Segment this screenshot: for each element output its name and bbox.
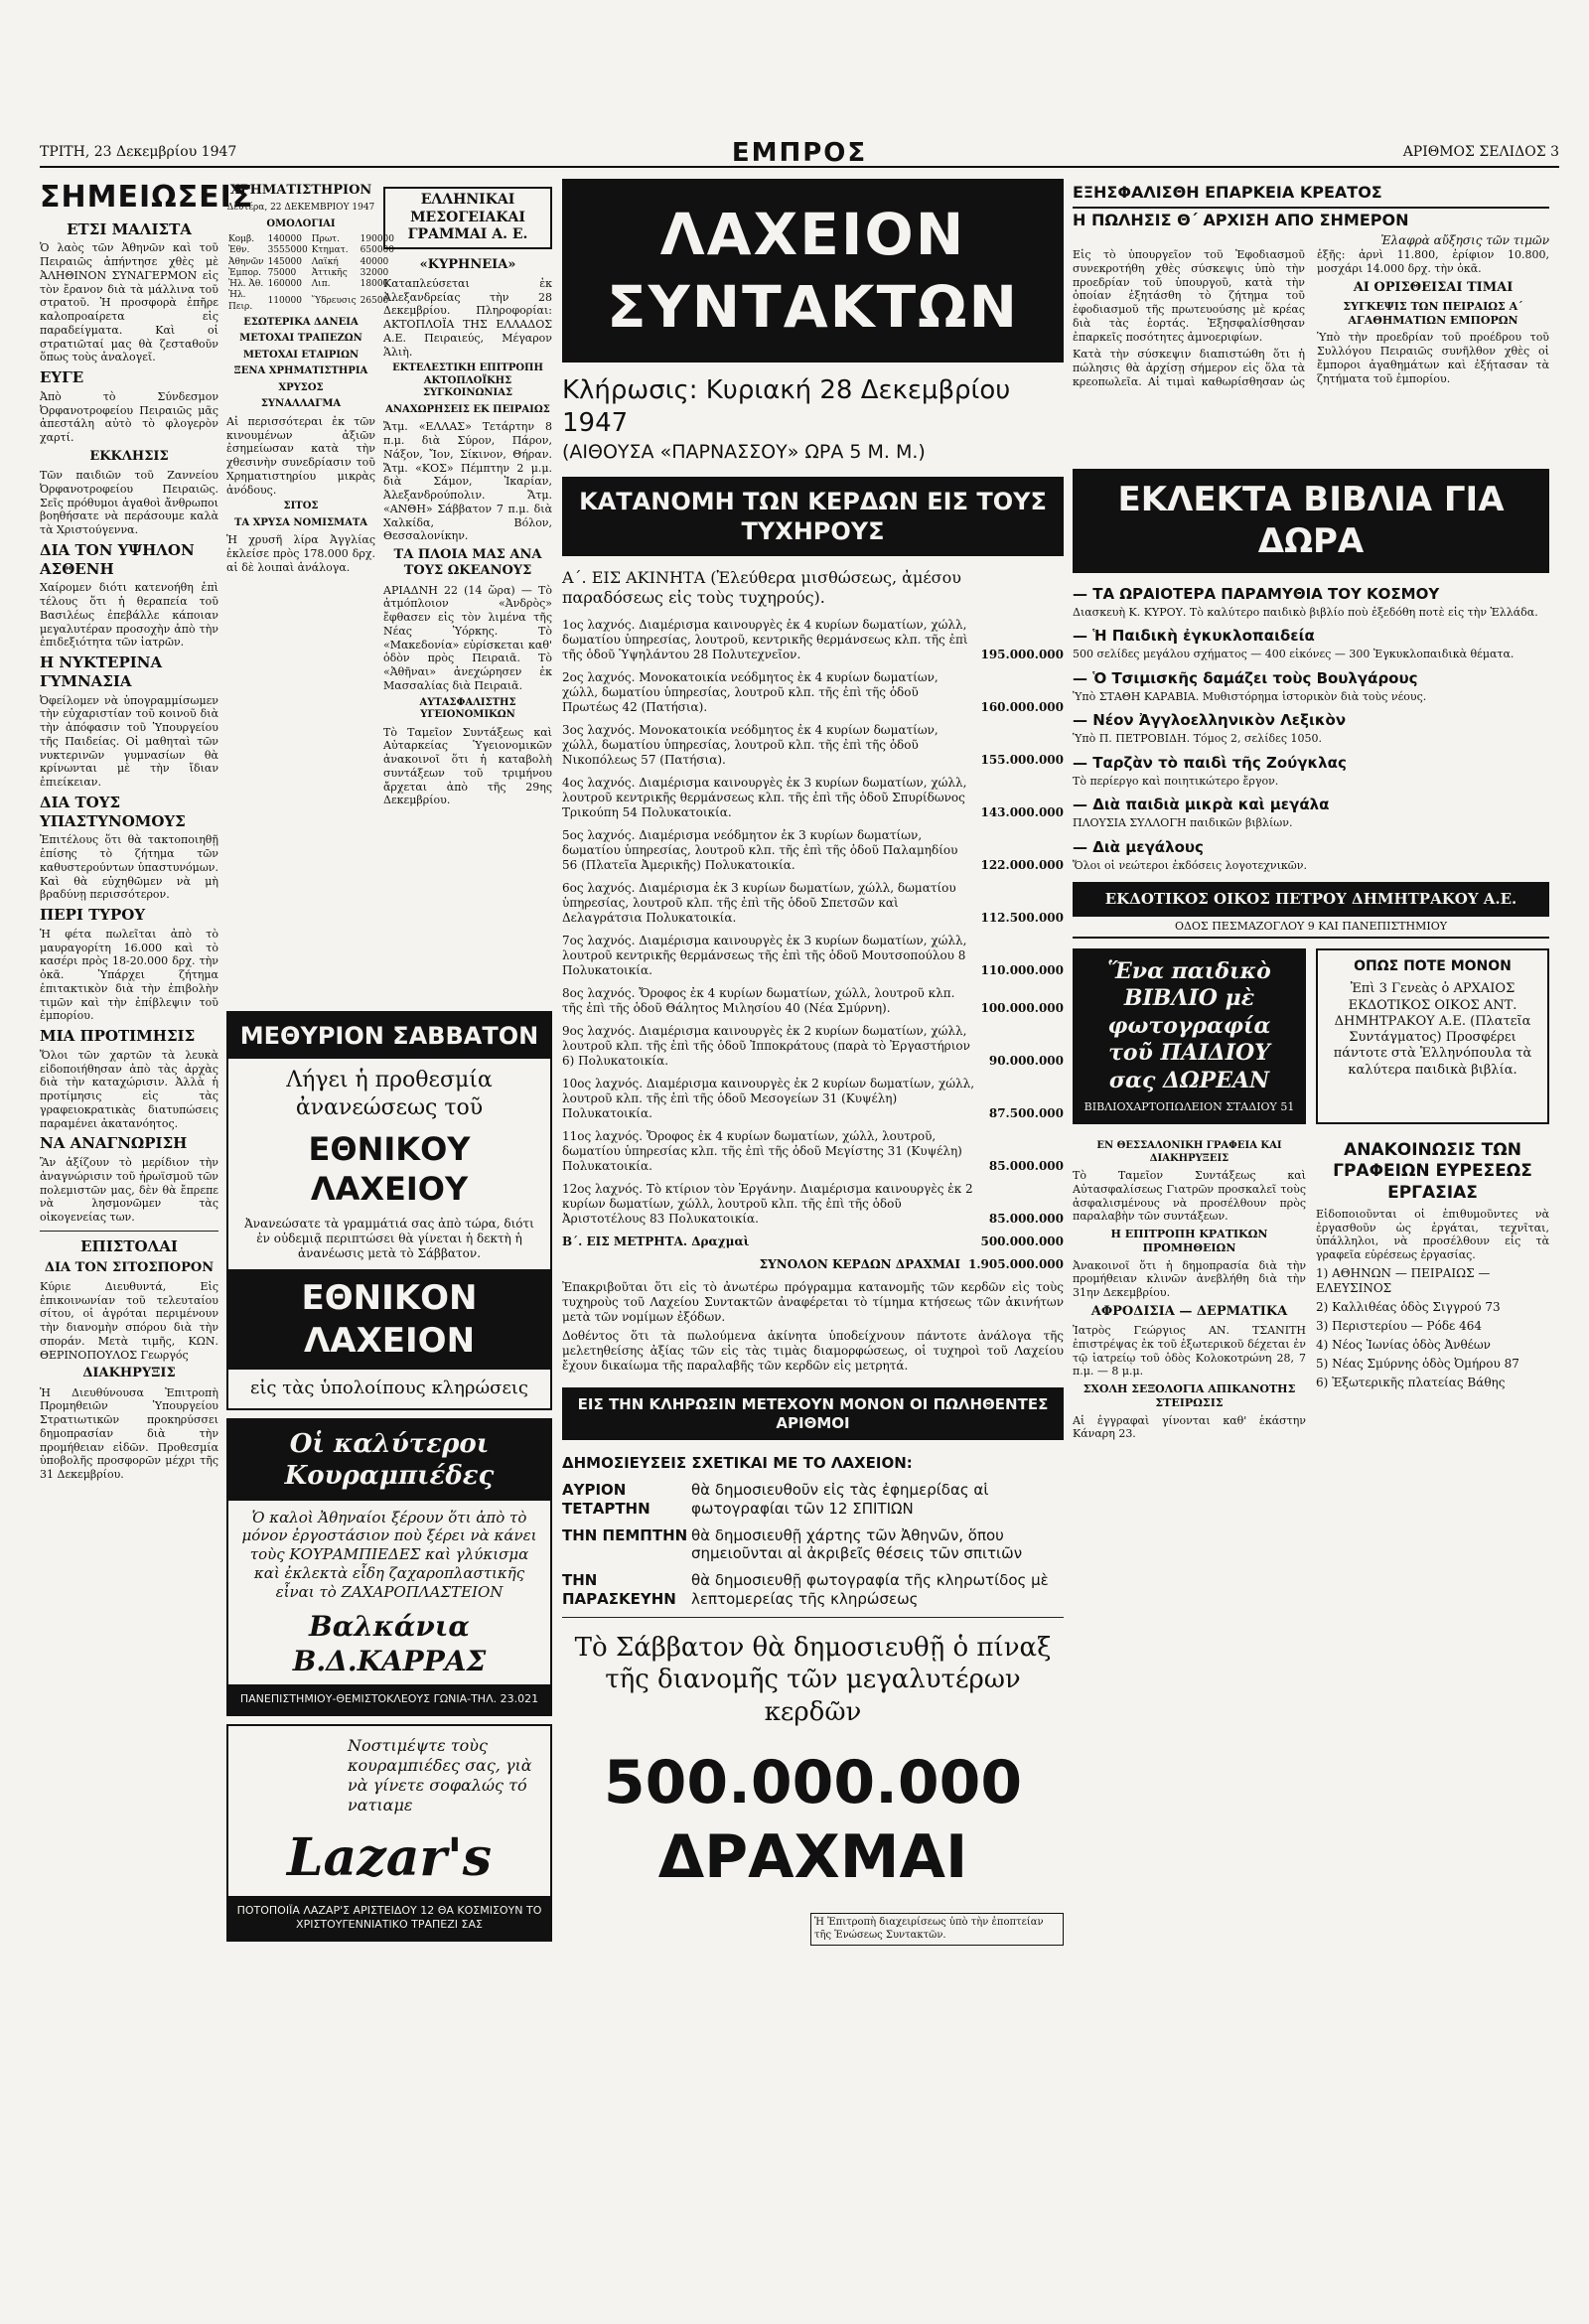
ad-title: ΜΕΘΥΡΙΟΝ ΣΑΒΒΑΤΟΝ	[228, 1013, 550, 1059]
article-text: Καταπλεύσεται ἐκ Ἀλεξανδρείας τὴν 28 Δεκεμβρίου. Πληροφορίαι: ΑΚΤΟΠΛΟΪΑ ΤΗΣ ΕΛΛΑΔΟΣ Α.Ε. Πειραιεύς, Μέγαρον Ἁλιὴ.	[383, 276, 552, 359]
article-text: Ἀνακοινοῖ ὅτι ἡ δημοπρασία διὰ τὴν προμήθειαν κλινῶν ἀνεβλήθη διὰ τὴν 31ην Δεκεμβρίου.	[1073, 1258, 1306, 1300]
heading-sitosporon: ΔΙΑ ΤΟΝ ΣΙΤΟΣΠΟΡΟΝ	[44, 1259, 215, 1275]
prize-row	[562, 1182, 1064, 1227]
prize-row	[562, 776, 1064, 820]
book-title: — Ὁ Τσιμισκῆς δαμάζει τοὺς Βουλγάρους	[1073, 668, 1418, 687]
table-title: ΣΥΝΑΛΛΑΓΜΑ	[260, 398, 342, 410]
column-lottery	[562, 179, 1064, 2304]
book-description: Ὑπὸ Π. ΠΕΤΡΟΒΙΔΗ. Τόμος 2, σελίδες 1050.	[1073, 732, 1322, 746]
prize-description: 12ος λαχνός. Τὸ κτίριον τὸν Ἐργάνην. Διαμέρισμα καινουργὲς ἐκ 2 κυρίων δωματίων, χώλλ, λουτροῦ κλπ. τῆς ἐπὶ τῆς ὁδοῦ Ἀριστοτέλους 83 Πολυκατοικία.	[562, 1181, 973, 1226]
book-title: — Νέον Ἀγγλοελληνικὸν Λεξικὸν	[1073, 711, 1347, 730]
shipping-ad	[383, 187, 552, 249]
heading-epitropi: ΕΚΤΕΛΕΣΤΙΚΗ ΕΠΙΤΡΟΠΗ ΑΚΤΟΠΛΟΪΚΗΣ ΣΥΓΚΟΙΝΩΝΙΑΣ	[392, 363, 543, 399]
footnote: Ἡ Ἐπιτροπὴ διαχειρίσεως ὑπὸ τὴν ἐποπτείαν τῆς Ἑνώσεως Συντακτῶν.	[810, 1913, 1064, 1946]
total-row	[562, 1257, 1064, 1272]
column-ads	[226, 1003, 552, 2304]
prize-amount: 195.000.000	[980, 647, 1064, 661]
article-text: Ἀπὸ τὸ Σύνδεσμον Ὀρφανοτροφείου Πειραιῶς μᾶς ἀπεστάλη αὐτὸ τὸ φλογερὸν χαρτί.	[40, 389, 218, 444]
table-title: ΞΕΝΑ ΧΡΗΜΑΤΙΣΤΗΡΙΑ	[233, 365, 368, 377]
table-cell: 32000	[360, 267, 389, 278]
article-text: Κατὰ τὴν σύσκεψιν διαπιστώθη ὅτι ἡ πώλησις θὰ ἀρχίσῃ σήμερον εἰς ὅλα τὰ κρεοπωλεῖα. Αἱ τιμαὶ καθωρίσθησαν ὡς ἑξῆς: ἀρνὶ 11.800, ἐρίφιον 10.800, μοσχάρι 14.000 δρχ. τὴν ὀκᾶ.	[1073, 248, 1549, 388]
heading-gymnasia: Η ΝΥΚΤΕΡΙΝΑ ΓΥΜΝΑΣΙΑ	[40, 654, 163, 690]
heading-grammai: ΕΛΛΗΝΙΚΑΙ ΜΕΣΟΓΕΙΑΚΑΙ ΓΡΑΜΜΑΙ Α. Ε.	[407, 192, 528, 242]
table-row	[226, 279, 396, 290]
article-text: Ἐπακριβοῦται ὅτι εἰς τὸ ἀνωτέρω πρόγραμμα κατανομῆς τῶν κερδῶν εἰς τοὺς τυχηροὺς τοῦ Λαχείου Συντακτῶν ἀναφέρεται τὸ τίμημα κτήσεως τῶν ἀκινήτων μετὰ τῶν νομίμων ἐξόδων.	[562, 1279, 1064, 1324]
prize-description: 8ος λαχνός. Ὄροφος ἐκ 4 κυρίων δωματίων, χώλλ, λουτροῦ κλπ. τῆς ἐπὶ τῆς ὁδοῦ Θάλητος Μιλησίου 40 (Νέα Σμύρνη).	[562, 985, 955, 1015]
table-cell: 140000	[267, 234, 302, 244]
prize-amount: 85.000.000	[988, 1158, 1064, 1173]
event-text: θὰ δημοσιευθοῦν εἰς τὰς ἐφημερίδας αἱ φωτογραφίαι τῶν 12 ΣΠΙΤΙΩΝ	[691, 1481, 989, 1518]
prize-list	[562, 618, 1064, 1227]
books-banner: ΕΚΛΕΚΤΑ ΒΙΒΛΙΑ ΓΙΑ ΔΩΡΑ	[1073, 469, 1549, 573]
heading-anagnorisi: ΝΑ ΑΝΑΓΝΩΡΙΣΗ	[40, 1134, 188, 1153]
heading-ploia: ΤΑ ΠΛΟΙΑ ΜΑΣ ΑΝΑ ΤΟΥΣ ΩΚΕΑΝΟΥΣ	[393, 547, 542, 579]
article-text: Εἰδοποιοῦνται οἱ ἐπιθυμοῦντες νὰ ἐργασθοῦν ὡς ἐργάται, τεχνῖται, ὑπάλληλοι, νὰ προσέλθουν εἰς τὰ γραφεῖα εὑρέσεως ἐργασίας.	[1316, 1207, 1549, 1262]
heading-evge: ΕΥΓΕ	[40, 368, 84, 386]
event-day: ΑΥΡΙΟΝ ΤΕΤΑΡΤΗΝ	[562, 1481, 650, 1518]
lottery-ad	[226, 1011, 552, 1410]
table-cell: Ἐμπορ.	[228, 267, 262, 278]
table-cell: Ἀθηνῶν	[228, 256, 264, 267]
table-row	[226, 268, 396, 279]
article-text: Ὁ λαὸς τῶν Ἀθηνῶν καὶ τοῦ Πειραιῶς ἀπήντησε χθὲς μὲ ἈΛΗΘΙΝΟΝ ΣΥΝΑΓΕΡΜΟΝ εἰς τὸν ἔρανον διὰ τὰ μάλλινα τοῦ στρατοῦ. Ἡ προσφορὰ ἐπῆρε καλοπροαίρετα εἰς παραδείγματα. Καὶ οἱ στρατιῶταί μας θὰ ζεσταθοῦν ὅπως τοὺς ἀναλογεῖ.	[40, 241, 218, 364]
table-title: ΤΑ ΧΡΥΣΑ ΝΟΜΙΣΜΑΤΑ	[233, 516, 368, 528]
table-cell: Ἀττικῆς	[311, 267, 348, 278]
heading-sxoli: ΣΧΟΛΗ ΣΕΞΟΛΟΓΙΑ ΑΠΙΚΑΝΟΤΗΣ ΣΤΕΙΡΩΣΙΣ	[1083, 1382, 1296, 1409]
table-title: ΕΣΩΤΕΡΙΚΑ ΔΑΝΕΙΑ	[243, 316, 359, 328]
list-item: 1) ΑΘΗΝΩΝ — ΠΕΙΡΑΙΩΣ — ΕΛΕΥΣΙΝΟΣ	[1316, 1265, 1491, 1295]
table-cell: Ἠλ. Ἀθ.	[228, 279, 264, 289]
prize-row	[562, 934, 1064, 978]
book-ads	[1073, 948, 1549, 1124]
article-text: Ἡ χρυσῆ λίρα Ἀγγλίας ἐκλείσε πρὸς 178.000 δρχ. αἱ δὲ λοιπαὶ ἀνάλογα.	[226, 533, 375, 574]
draw-venue: (ΑΙΘΟΥΣΑ «ΠΑΡΝΑΣΣΟΥ» ΩΡΑ 5 Μ. Μ.)	[562, 441, 926, 463]
column-news-right	[1073, 179, 1549, 2304]
prize-description: 9ος λαχνός. Διαμέρισμα καινουργὲς ἐκ 2 κυρίων δωματίων, χώλλ, λουτροῦ κλπ. τῆς ἐπὶ τῆς ὁδοῦ Ἰπποκράτους (παρὰ τὸ Ἐργαστήριον 6) Πολυκατοικία.	[562, 1023, 970, 1068]
book-title: — Διὰ παιδιὰ μικρὰ καὶ μεγάλα	[1073, 796, 1330, 814]
prize-row	[562, 618, 1064, 662]
prize-amount: 100.000.000	[980, 1000, 1064, 1015]
table-cell: Κτηματ.	[311, 245, 349, 256]
table-row	[226, 245, 396, 256]
heading-times: ΑΙ ΟΡΙΣΘΕΙΣΑΙ ΤΙΜΑΙ	[1353, 279, 1514, 295]
heading-tyrou: ΠΕΡΙ ΤΥΡΟΥ	[40, 906, 146, 924]
big-amount: 500.000.000 ΔΡΑΧΜΑΙ	[603, 1748, 1023, 1892]
table-cell: 40000	[360, 256, 389, 267]
event-row	[562, 1571, 1064, 1609]
free-book-ad	[1073, 948, 1306, 1124]
prize-amount: 110.000.000	[980, 962, 1064, 977]
prize-description: 5ος λαχνός. Διαμέρισμα νεόδμητον ἐκ 3 κυρίων δωματίων, δωματίου ὑπηρεσίας, λουτροῦ κλπ. τῆς ἐπὶ τῆς ὁδοῦ Παλαμηδίου 56 (Πλατεῖα Ἀμερικῆς) Πολυκατοικία.	[562, 827, 958, 872]
book-description: Διασκευὴ Κ. ΚΥΡΟΥ. Τὸ καλύτερο παιδικὸ βιβλίο ποὺ ἐξεδόθη ποτὲ εἰς τὴν Ἑλλάδα.	[1073, 605, 1538, 619]
table-cell: 26500	[360, 295, 389, 306]
table-cell: 145000	[267, 256, 302, 267]
books-ad	[1316, 948, 1549, 1124]
event-row	[562, 1481, 1064, 1519]
distribution-heading: ΚΑΤΑΝΟΜΗ ΤΩΝ ΚΕΡΔΩΝ ΕΙΣ ΤΟΥΣ ΤΥΧΗΡΟΥΣ	[562, 477, 1064, 556]
lazars-ad	[226, 1724, 552, 1942]
book-item	[1073, 585, 1549, 620]
ad-brand: Βαλκάνια Β.Δ.ΚΑΡΡΑΣ	[292, 1610, 487, 1678]
draw-date: Κλήρωσις: Κυριακή 28 Δεκεμβρίου 1947	[562, 375, 1011, 438]
table-cell: Λαϊκή	[311, 256, 339, 267]
prize-amount: 160.000.000	[980, 699, 1064, 714]
heading-aytasfalistis: ΑΥΤΑΣΦΑΛΙΣΤΗΣ ΥΓΕΙΟΝΟΜΙΚΩΝ	[419, 696, 516, 720]
ship-name: «ΚΥΡΗΝΕΙΑ»	[419, 256, 516, 272]
book-description: Τὸ περίεργο καὶ ποιητικώτερο ἔργον.	[1073, 774, 1279, 788]
heading-anakoinosis: ΑΝΑΚΟΙΝΩΣΙΣ ΤΩΝ ΓΡΑΦΕΙΩΝ ΕΥΡΕΣΕΩΣ ΕΡΓΑΣΙΑΣ	[1333, 1140, 1532, 1203]
book-title: — Ἡ Παιδικὴ ἐγκυκλοπαιδεία	[1073, 627, 1315, 646]
list-item: 6) Ἐξωτερικῆς πλατείας Βάθης	[1316, 1375, 1506, 1389]
book-item	[1073, 754, 1549, 789]
market-date: Δευτέρα, 22 ΔΕΚΕΜΒΡΙΟΥ 1947	[226, 203, 375, 214]
prize-description: 7ος λαχνός. Διαμέρισμα καινουργὲς ἐκ 3 κυρίων δωματίων, χώλλ, λουτροῦ κεντρικῆς θερμάνσεως τῆς ἐπὶ τῆς ὁδοῦ Μουτσοπούλου 8 Πολυκατοικία.	[562, 933, 967, 977]
heading-protimisis: ΜΙΑ ΠΡΟΤΙΜΗΣΙΣ	[40, 1027, 196, 1045]
heading-anachoriseis: ΑΝΑΧΩΡΗΣΕΙΣ ΕΚ ΠΕΙΡΑΙΩΣ	[385, 403, 550, 415]
prize-amount: 122.000.000	[980, 857, 1064, 872]
table-cell: 650000	[360, 245, 394, 256]
book-description: ΠΛΟΥΣΙΑ ΣΥΛΛΟΓΗ παιδικῶν βιβλίων.	[1073, 816, 1293, 830]
column-stock-market	[226, 179, 394, 993]
heading-timon: Ἐλαφρὰ αὔξησις τῶν τιμῶν	[1380, 233, 1549, 247]
ad-name-2: ΕΘΝΙΚΟΝ ΛΑΧΕΙΟΝ	[228, 1269, 550, 1370]
heading-diakiryxis: ΔΙΑΚΗΡΥΞΙΣ	[82, 1366, 176, 1381]
cash-amount: 500.000.000	[980, 1234, 1064, 1248]
book-title: — Διὰ μεγάλους	[1073, 837, 1204, 856]
ad-subtitle-2: εἰς τὰς ὑπολοίπους κληρώσεις	[250, 1378, 528, 1398]
table-cell: Κομβ.	[228, 234, 255, 244]
event-row	[562, 1526, 1064, 1564]
prize-row	[562, 881, 1064, 926]
article-text: Ὀφείλομεν νὰ ὑπογραμμίσωμεν τὴν εὐχαριστίαν τοῦ κοινοῦ διὰ τὴν ἀπόφασιν τοῦ Ὑπουργείου τῆς Παιδείας. Οἱ μαθηταὶ τῶν νυκτερινῶν γυμνασίων θὰ κρίνωνται μὲ τὴν ἴδιαν ἐπιείκειαν.	[40, 693, 218, 789]
book-description: 500 σελίδες μεγάλου σχήματος — 400 εἰκόνες — 300 Ἐγκυκλοπαιδικὰ θέματα.	[1073, 648, 1515, 661]
article-text: Τὸ Ταμεῖον Συντάξεως καὶ Αὐτασφαλίσεως Γιατρῶν προσκαλεῖ τοὺς ἀσφαλισμένους νὰ προσέλθουν πρὸς παραλαβὴν τῶν συντάξεων.	[1073, 1169, 1306, 1224]
table-title: ΜΕΤΟΧΑΙ ΤΡΑΠΕΖΩΝ	[239, 333, 362, 345]
saturday-note: Τὸ Σάββατον θὰ δημοσιευθῇ ὁ πίναξ τῆς διανομῆς τῶν μεγαλυτέρων κερδῶν	[574, 1632, 1052, 1727]
book-title: — Ταρζὰν τὸ παιδὶ τῆς Ζούγκλας	[1073, 753, 1347, 772]
event-list	[562, 1481, 1064, 1609]
heading-kreatos: ΕΞΗΣΦΑΛΙΣΘΗ ΕΠΑΡΚΕΙΑ ΚΡΕΑΤΟΣ	[1073, 183, 1382, 202]
heading-sygkepsis: ΣΥΓΚΕΨΙΣ ΤΩΝ ΠΕΙΡΑΙΩΣ Α΄ ΑΓΑΘΗΜΑΤΙΩΝ ΕΜΠΟΡΩΝ	[1343, 299, 1523, 327]
column-shipping	[383, 179, 552, 993]
list-item: 3) Περιστερίου — Ρόδε 464	[1316, 1318, 1482, 1333]
prize-row	[562, 723, 1064, 768]
table-cell: Ἠλ. Πειρ.	[228, 290, 253, 312]
event-day: ΤΗΝ ΠΑΡΑΣΚΕΥΗΝ	[562, 1571, 676, 1608]
newspaper-title: ΕΜΠΡΟΣ	[731, 138, 868, 168]
ad-subtitle: Λήγει ἡ προθεσμία ἀνανεώσεως τοῦ	[286, 1068, 493, 1120]
real-estate-heading: Α΄. ΕΙΣ ΑΚΙΝΗΤΑ (Ἐλεύθερα μισθώσεως, ἀμέσου παραδόσεως εἰς τοὺς τυχηρούς).	[562, 567, 961, 607]
prize-description: 3ος λαχνός. Μονοκατοικία νεόδμητος ἐκ 4 κυρίων δωματίων, χώλλ, δωματίου ὑπηρεσίας, λουτροῦ κλπ. τῆς ἐπὶ τῆς ὁδοῦ Νικοπόλεως 57 (Πατήσια).	[562, 722, 939, 767]
lottery-title: ΛΑΧΕΙΟΝ ΣΥΝΤΑΚΤΩΝ	[562, 179, 1064, 363]
heading-epistolai: ΕΠΙΣΤΟΛΑΙ	[80, 1236, 178, 1255]
table-cell: Ἑθν.	[228, 245, 250, 256]
table-cell: Λιπ.	[311, 279, 331, 289]
publisher-address: ΟΔΟΣ ΠΕΣΜΑΖΟΓΛΟΥ 9 ΚΑΙ ΠΑΝΕΠΙΣΤΗΜΙΟΥ	[1073, 917, 1549, 939]
ad-slogan: Νοστιμέψτε τοὺς κουραμπιέδες σας, γιὰ νὰ γίνετε σοφαλώς τό νατιαμε	[348, 1736, 532, 1815]
table-cell: Ὕδρευσις	[311, 295, 357, 306]
table-title: ΜΕΤΟΧΑΙ ΕΤΑΙΡΙΩΝ	[242, 349, 360, 361]
list-item: 5) Νέας Σμύρνης ὁδὸς Ὀμήρου 87	[1316, 1356, 1519, 1371]
prize-row	[562, 670, 1064, 715]
list-item: 2) Καλλιθέας ὁδὸς Σιγγρού 73	[1316, 1299, 1501, 1314]
total-amount: 1.905.000.000	[967, 1256, 1064, 1271]
article-text: Ἡ Διευθύνουσα Ἐπιτροπὴ Προμηθειῶν Ὑπουργείου Στρατιωτικῶν προκηρύσσει δημοπρασίαν διὰ τὴν προμήθειαν εἰδῶν. Προθεσμία ὑποβολῆς προσφορῶν μέχρι τῆς 31 Δεκεμβρίου.	[40, 1385, 218, 1481]
list-item: 4) Νέος Ἰωνίας ὁδὸς Ἀνθέων	[1316, 1337, 1491, 1352]
table-cell: 18000	[360, 279, 389, 289]
article-text: Τὸ Ταμεῖον Συντάξεως καὶ Αὐταρκείας Ὑγειονομικῶν ἀνακοινοῖ ὅτι ἡ καταβολὴ συντάξεων τοῦ τριμήνου ἄρχεται ἀπὸ τῆς 29ης Δεκεμβρίου.	[383, 725, 552, 807]
ad-text: Ὁ καλοὶ Ἀθηναίοι ξέρουν ὅτι ἀπὸ τὸ μόνον ἐργοστάσιον ποὺ ξέρει νὰ κάνει τοὺς ΚΟΥΡΑΜΠΙΕΔΕΣ καὶ γλύκισμα καὶ ἐκλεκτὰ εἶδη ζαχαροπλαστικῆς εἶναι τὸ ΖΑΧΑΡΟΠΛΑΣΤΕΙΟΝ	[241, 1508, 537, 1601]
table-cell: 190000	[360, 234, 394, 244]
prize-row	[562, 1129, 1064, 1174]
prize-description: 11ος λαχνός. Ὄροφος ἐκ 4 κυρίων δωματίων, χώλλ, λουτροῦ, δωματίου ὑπηρεσίας κλπ. τῆς ἐπὶ τῆς ὁδοῦ Μεγίστης 31 (Κυψέλη) Πολυκατοικία.	[562, 1128, 962, 1173]
heading-afrodisia: ΑΦΡΟΔΙΣΙΑ — ΔΕΡΜΑΤΙΚΑ	[1090, 1303, 1288, 1319]
event-text: θὰ δημοσιευθῇ χάρτης τῶν Ἀθηνῶν, ὅπου σημειοῦνται αἱ ἀκριβεῖς θέσεις τῶν σπιτιῶν	[691, 1525, 1023, 1563]
office-list	[1316, 1266, 1549, 1390]
table-cell: Πρωτ.	[311, 234, 341, 244]
stock-table	[226, 234, 396, 313]
cash-row	[562, 1235, 1064, 1249]
table-row	[226, 290, 396, 313]
article-text: Χαίρομεν διότι κατενοήθη ἐπὶ τέλους ὅτι ἡ θεραπεία τοῦ Βασιλέως ἐπεβάλλε κάποιαν μεγαλυτέραν προσοχὴν ἀπὸ τὴν ἐπιδεξιότητα τῶν ἰατρῶν.	[40, 581, 218, 650]
table-cell: 75000	[267, 267, 297, 278]
article-text: Ὅλοι τῶν χαρτῶν τὰ λευκὰ εἰδοποιήθησαν ἀπὸ τὰς ἀρχὰς διὰ τὴν καταχώρισιν. Ἀλλὰ ἡ προτίμησις εἰς τὰς γραφειοκρατικὰς διατυπώσεις παραμένει ἀκατανόητος.	[40, 1048, 218, 1130]
prize-description: 1ος λαχνός. Διαμέρισμα καινουργὲς ἐκ 4 κυρίων δωματίων, χώλλ, δωματίου ὑπηρεσίας, λουτροῦ, κεντρικῆς θερμάνσεως κλπ. τῆς ἐπὶ τῆς ὁδοῦ Ὑψηλάντου 28 Πολυτεχνεῖον.	[562, 617, 968, 661]
table-title: ΟΜΟΛΟΓΙΑΙ	[266, 218, 336, 229]
prize-row	[562, 986, 1064, 1016]
heading-etsi: ΕΤΣΙ ΜΑΛΙΣΤΑ	[67, 219, 192, 238]
event-text: θὰ δημοσιευθῇ φωτογραφία τῆς κληρωτίδος μὲ λεπτομερείας τῆς κληρώσεως	[691, 1571, 1049, 1608]
cash-label: Β΄. ΕΙΣ ΜΕΤΡΗΤΑ. Δραχμαὶ	[562, 1234, 750, 1248]
participation-banner: ΕΙΣ ΤΗΝ ΚΛΗΡΩΣΙΝ ΜΕΤΕΧΟΥΝ ΜΟΝΟΝ ΟΙ ΠΩΛΗΘΕΝΤΕΣ ΑΡΙΘΜΟΙ	[562, 1387, 1064, 1441]
table-cell: 3555000	[267, 245, 308, 256]
publications-title: ΔΗΜΟΣΙΕΥΣΕΙΣ ΣΧΕΤΙΚΑΙ ΜΕ ΤΟ ΛΑΧΕΙΟΝ:	[562, 1454, 913, 1473]
article-text: Ἄτμ. «ΕΛΛΑΣ» Τετάρτην 8 π.μ. διὰ Σύρον, Πάρον, Νάξον, Ἴον, Σίκινον, Θήραν. Ἄτμ. «ΚΟΣ» Πέμπτην 2 μ.μ. διὰ Σάμον, Ἰκαρίαν, Ἀλεξανδρούπολιν. Ἄτμ. «ΑΝΘΗ» Σάββατον 7 π.μ. διὰ Χαλκίδα, Βόλον, Θεσσαλονίκην.	[383, 420, 552, 543]
ad-text: Ἐπὶ 3 Γενεὰς ὁ ΑΡΧΑΙΟΣ ΕΚΔΟΤΙΚΟΣ ΟΙΚΟΣ ΑΝΤ. ΔΗΜΗΤΡΑΚΟΥ Α.Ε. (Πλατεῖα Συντάγματος) Προσφέρει πάντοτε στὰ Ἑλληνόπουλα τὰ καλύτερα παιδικὰ βιβλία.	[1333, 981, 1532, 1078]
publisher-name: ΕΚΔΟΤΙΚΟΣ ΟΙΚΟΣ ΠΕΤΡΟΥ ΔΗΜΗΤΡΑΚΟΥ Α.Ε.	[1073, 882, 1549, 917]
heading-ekklisis: ΕΚΚΛΗΣΙΣ	[89, 448, 169, 464]
total-label: ΣΥΝΟΛΟΝ ΚΕΡΔΩΝ ΔΡΑΧΜΑΙ	[759, 1256, 960, 1271]
book-list	[1073, 585, 1549, 873]
book-description: Ὅλοι οἱ νεώτεροι ἐκδόσεις λογοτεχνικῶν.	[1073, 858, 1307, 872]
meat-article	[1073, 248, 1549, 389]
table-cell: 110000	[267, 295, 302, 306]
article-text: Αἱ ἐγγραφαὶ γίνονται καθ' ἑκάστην Κάναρη 23.	[1073, 1413, 1306, 1441]
article-text: Ἡ φέτα πωλεῖται ἀπὸ τὸ μαυραγορίτη 16.000 καὶ τὸ κασέρι πρὸς 18-20.000 δρχ. τὴν ὀκᾶ. Ὑπάρχει ζήτημα ἐπιτακτικὸν διὰ τὴν ἐπιβολὴν τιμῶν καὶ τὴν ἐπίβλεψιν τοῦ ἐμπορίου.	[40, 927, 218, 1023]
book-item	[1073, 838, 1549, 873]
ad-title: Ἕνα παιδικὸ ΒΙΒΛΙΟ μὲ φωτογραφία τοῦ ΠΑΙΔΙΟΥ σας ΔΩΡΕΑΝ	[1107, 957, 1271, 1093]
article-text: Αἱ περισσότεραι ἐκ τῶν κινουμένων ἀξιῶν ἐσημείωσαν κατὰ τὴν χθεσινὴν συνεδρίασιν τοῦ Χρηματιστηρίου μικρὰς ἀνόδους.	[226, 414, 375, 497]
book-item	[1073, 796, 1549, 830]
section-title: ΣΗΜΕΙΩΣΕΙΣ	[40, 180, 254, 215]
heading-ypastynomous: ΔΙΑ ΤΟΥΣ ΥΠΑΣΤΥΝΟΜΟΥΣ	[40, 793, 186, 830]
heading-thessaloniki: ΕΝ ΘΕΣΣΑΛΟΝΙΚΗ ΓΡΑΦΕΙΑ ΚΑΙ ΔΙΑΚΗΡΥΞΕΙΣ	[1096, 1140, 1282, 1164]
prize-amount: 87.500.000	[988, 1105, 1064, 1120]
prize-amount: 85.000.000	[988, 1211, 1064, 1226]
article-text: Δοθέντος ὅτι τὰ πωλούμενα ἀκίνητα ὑποδείχνουν πάντοτε ἀνάλογα τῆς μελετηθείσης ἀξίας τῶν εἰς τὰς τιμὰς διαμορφώσεως, οἱ τυχηροὶ τοῦ Λαχείου ἔχουν δικαίωμα τῆς παραλαβῆς τῶν κερδῶν εἰς μετρητά.	[562, 1328, 1064, 1373]
notices-left	[1073, 1136, 1306, 1445]
issue-date: ΤΡΙΤΗ, 23 Δεκεμβρίου 1947	[40, 144, 237, 160]
book-item	[1073, 669, 1549, 704]
article-text: Ἐπιτέλους ὅτι θὰ τακτοποιηθῇ ἐπίσης τὸ ζήτημα τῶν καθυστερούντων ὑπαστυνόμων. Καὶ θὰ εὐχηθῶμεν νὰ μὴ βραδύνῃ περισσότερον.	[40, 833, 218, 902]
book-title: — ΤΑ ΩΡΑΙΟΤΕΡΑ ΠΑΡΑΜΥΘΙΑ ΤΟΥ ΚΟΣΜΟΥ	[1073, 584, 1440, 603]
table-title: ΧΡΥΣΟΣ	[278, 381, 324, 393]
prize-description: 10ος λαχνός. Διαμέρισμα καινουργὲς ἐκ 2 κυρίων δωματίων, χώλλ, λουτροῦ κλπ. τῆς ἐπὶ τῆς ὁδοῦ Μεσογείων 31 (Κυψέλη) Πολυκατοικία.	[562, 1076, 975, 1120]
ad-title: Οἱ καλύτεροι Κουραμπιέδες	[228, 1420, 550, 1501]
article-text: ΑΡΙΑΔΝΗ 22 (14 ὥρα) — Τὸ ἀτμόπλοιον «Ἀνδρὸς» ἔφθασεν εἰς τὸν λιμένα τῆς Νέας Ὑόρκης. Τὸ «Μακεδονία» εὑρίσκεται καθ' ὁδὸν πρὸς Πειραιᾶ. Τὸ «Ἀθῆναι» ἀνεχώρησεν ἐκ Μασσαλίας διὰ Πειραιᾶ.	[383, 583, 552, 692]
prize-row	[562, 828, 1064, 873]
ad-title: ΟΠΩΣ ΠΟΤΕ ΜΟΝΟΝ	[1354, 957, 1512, 974]
masthead	[40, 138, 1559, 168]
article-text: Ἰατρὸς Γεώργιος ΑΝ. ΤΣΑΝΙΤΗ ἐπιστρέψας ἐκ τοῦ ἐξωτερικοῦ δέχεται ἐν τῷ ἰατρείῳ τοῦ ὁδὸς Κολοκοτρώνη 28, 7 π.μ. — 8 μ.μ.	[1073, 1324, 1306, 1379]
heading-epitropi-promitheion: Η ΕΠΙΤΡΟΠΗ ΚΡΑΤΙΚΩΝ ΠΡΟΜΗΘΕΙΩΝ	[1110, 1228, 1268, 1254]
notices-right	[1316, 1136, 1549, 1445]
prize-description: 6ος λαχνός. Διαμέρισμα ἐκ 3 κυρίων δωματίων, χώλλ, δωματίου ὑπηρεσίας, λουτροῦ κλπ. τῆς ἐπὶ τῆς ὁδοῦ Σπετσῶν καὶ Δελαγράτσια Πολυκατοικία.	[562, 880, 956, 925]
page-number: ΑΡΙΘΜΟΣ ΣΕΛΙΔΟΣ 3	[1402, 144, 1559, 160]
prize-row	[562, 1077, 1064, 1121]
notices	[1073, 1136, 1549, 1445]
prize-amount: 112.500.000	[980, 910, 1064, 925]
article-text: Ἂν ἀξίζουν τὸ μερίδιον τὴν ἀναγνώρισιν τοῦ ἡρωϊσμοῦ τῶν πολεμιστῶν μας, δὲν θὰ ἔπρεπε νὰ λησμονῶμεν τὰς οἰκογενείας των.	[40, 1156, 218, 1224]
ad-text: Ἀνανεώσατε τὰ γραμμάτιά σας ἀπὸ τώρα, διότι ἐν οὐδεμιᾷ περιπτώσει θὰ γίνεται ἡ δεκτὴ ἡ ἀνανέωσις μετὰ τὸ Σάββατον.	[244, 1217, 534, 1260]
article-text: Εἰς τὸ ὑπουργεῖον τοῦ Ἐφοδιασμοῦ συνεκροτήθη χθὲς σύσκεψις ὑπὸ τὴν προεδρίαν τοῦ ὑπουργοῦ, κατὰ τὴν ὁποίαν ἐξητάσθη τὸ ζήτημα τοῦ ἐφοδιασμοῦ τῆς πρωτευούσης μὲ κρέας διὰ τὰς ἑορτάς. Ἐξησφαλίσθησαν ἐπαρκεῖς ποσότητες ἀμνοεριφίων.	[1073, 248, 1305, 344]
kourabiedes-ad	[226, 1418, 552, 1717]
article-text: Κύριε Διευθυντά, Εἰς ἐπικοινωνίαν τοῦ τελευταίου σίτου, οἱ ἀγρόται περιμένουν τὴν διανομὴν σπόρου διὰ τὴν σποράν. Μετὰ τιμῆς, ΚΩΝ. ΘΕΡΙΝΟΠΟΥΛΟΣ Γεωργός	[40, 1279, 218, 1362]
article-text: Ὑπὸ τὴν προεδρίαν τοῦ προέδρου τοῦ Συλλόγου Πειραιῶς συνῆλθον χθὲς οἱ ἔμποροι ἀγαθημάτων καὶ ἐξήτασαν τὰ ζητήματα τοῦ ἐμπορίου.	[1317, 331, 1549, 385]
article-text: Τῶν παιδιῶν τοῦ Ζαννείου Ὀρφανοτροφείου Πειραιῶς. Σεῖς πρόθυμοι ἀγαθοὶ ἄνθρωποι βοηθήσατε νὰ περάσουμε καλὰ τὰ Χριστούγεννα.	[40, 469, 218, 536]
event-day: ΤΗΝ ΠΕΜΠΤΗΝ	[562, 1525, 688, 1544]
ad-address: ΠΑΝΕΠΙΣΤΗΜΙΟΥ-ΘΕΜΙΣΤΟΚΛΕΟΥΣ ΓΩΝΙΑ-ΤΗΛ. 23.021	[228, 1684, 550, 1714]
prize-row	[562, 1024, 1064, 1069]
ad-name: ΕΘΝΙΚΟΥ ΛΑΧΕΙΟΥ	[308, 1130, 471, 1208]
prize-description: 2ος λαχνός. Μονοκατοικία νεόδμητος ἐκ 4 κυρίων δωματίων, χώλλ, δωματίου ὑπηρεσίας, λουτροῦ κλπ. τῆς ἐπὶ τῆς ὁδοῦ Πρωτέως 42 (Πατήσια).	[562, 669, 939, 714]
table-row	[226, 257, 396, 268]
table-cell: 160000	[267, 279, 302, 289]
book-description: Ὑπὸ ΣΤΑΘΗ ΚΑΡΑΒΙΑ. Μυθιστόρημα ἱστορικὸν διὰ τοὺς νέους.	[1073, 689, 1427, 703]
book-item	[1073, 711, 1549, 746]
heading-chrimatistirion: ΧΡΗΜΑΤΙΣΤΗΡΙΟΝ	[229, 183, 372, 198]
book-item	[1073, 627, 1549, 661]
table-title: ΣΙΤΟΣ	[283, 501, 319, 512]
prize-description: 4ος λαχνός. Διαμέρισμα καινουργὲς ἐκ 3 κυρίων δωματίων, χώλλ, λουτροῦ κεντρικῆς θερμάνσεως κλπ. τῆς ἐπὶ τῆς ὁδοῦ Σπυρίδωνος Τρικούπη 54 Πολυκατοικία.	[562, 775, 967, 819]
ad-subtitle: ΒΙΒΛΙΟΧΑΡΤΟΠΩΛΕΙΟΝ ΣΤΑΔΙΟΥ 51	[1083, 1100, 1295, 1114]
prize-amount: 143.000.000	[980, 804, 1064, 819]
prize-amount: 90.000.000	[988, 1053, 1064, 1068]
table-row	[226, 234, 396, 245]
prize-amount: 155.000.000	[980, 752, 1064, 767]
ad-text: ΠΟΤΟΠΟΙΪΑ ΛΑΖΑΡ'Σ ΑΡΙΣΤΕΙΔΟΥ 12 ΘΑ ΚΟΣΜΙΣΟΥΝ ΤΟ ΧΡΙΣΤΟΥΓΕΝΝΙΑΤΙΚΟ ΤΡΑΠΕΖΙ ΣΑΣ	[228, 1896, 550, 1940]
heading-polisis: Η ΠΩΛΗΣΙΣ Θ΄ ΑΡΧΙΣΗ ΑΠΟ ΣΗΜΕΡΟΝ	[1073, 207, 1549, 230]
ad-brand: Lazar's	[286, 1827, 493, 1888]
heading-asthenis: ΔΙΑ ΤΟΝ ΥΨΗΛΟΝ ΑΣΘΕΝΗ	[40, 540, 195, 578]
